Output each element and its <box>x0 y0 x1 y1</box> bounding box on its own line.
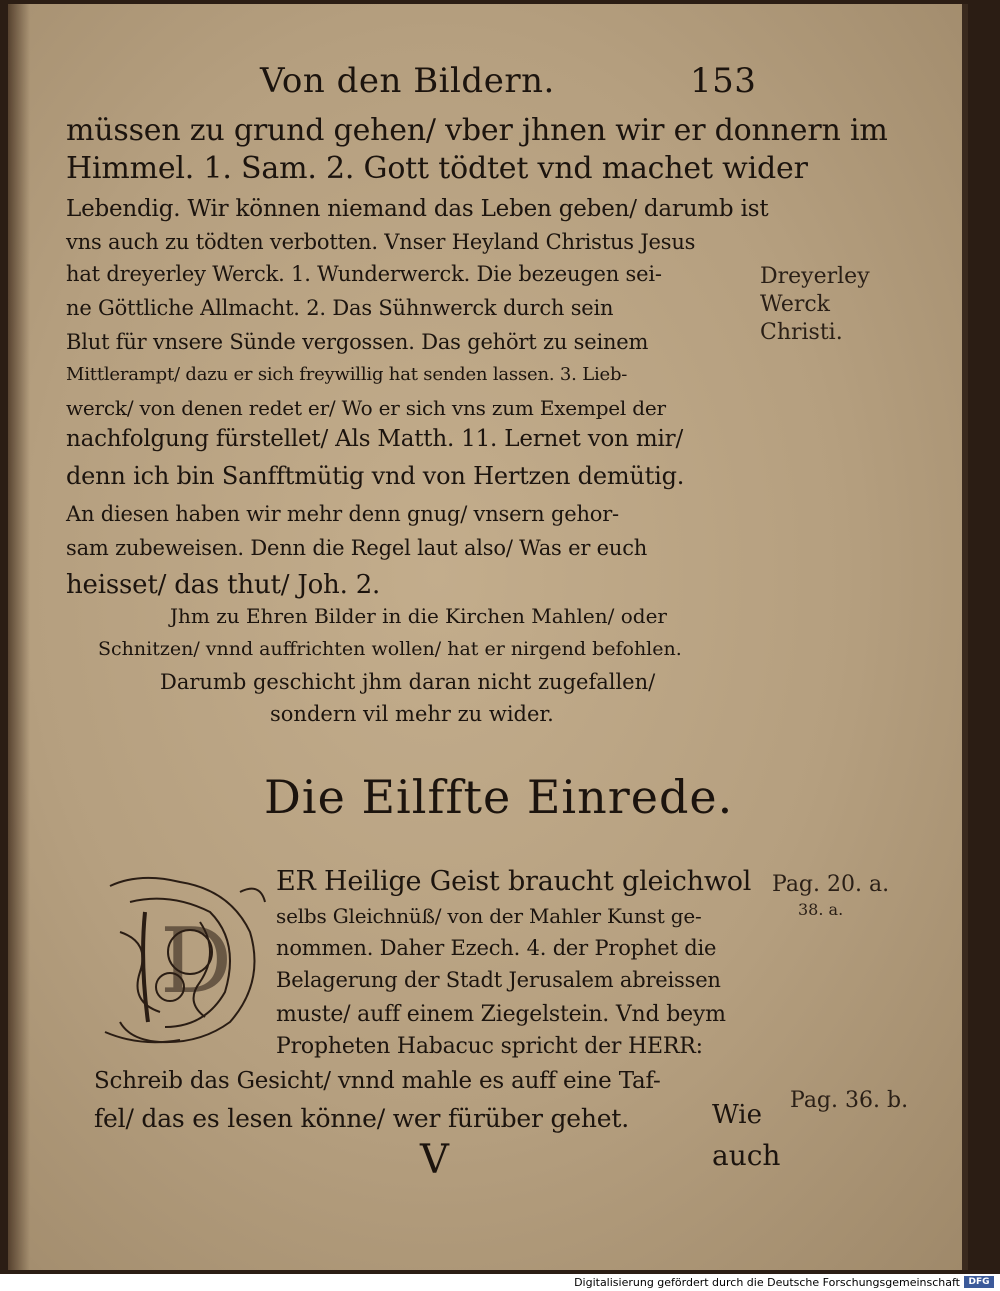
margin-note-line: Werck <box>760 292 831 317</box>
text-line: hat dreyerley Werck. 1. Wunderwerck. Die bezeugen sei- <box>66 262 662 286</box>
text-line: sam zubeweisen. Denn die Regel laut also/ Was er euch <box>66 536 648 560</box>
page-gutter-shadow <box>8 4 30 1270</box>
text-line: nachfolgung fürstellet/ Als Matth. 11. Lernet von mir/ <box>66 426 684 452</box>
text-line: Blut für vnsere Sünde vergossen. Das gehört zu seinem <box>66 330 649 354</box>
text-line: fel/ das es lesen könne/ wer fürüber gehet. <box>94 1104 629 1133</box>
text-line: nommen. Daher Ezech. 4. der Prophet die <box>276 936 717 960</box>
footer-bar <box>0 1274 1000 1291</box>
text-line: An diesen haben wir mehr denn gnug/ vnsern gehor- <box>66 502 619 526</box>
catchword: Wie <box>712 1100 762 1130</box>
text-line: müssen zu grund gehen/ vber jhnen wir er donnern im <box>66 113 888 148</box>
book-page <box>8 4 968 1270</box>
margin-note-line: Pag. 20. a. <box>772 872 890 897</box>
text-line: Darumb geschicht jhm daran nicht zugefallen/ <box>160 670 656 694</box>
catchword: auch <box>712 1139 781 1172</box>
running-title: Von den Bildern. <box>260 61 555 101</box>
signature-mark: V <box>420 1137 449 1183</box>
text-line: Schreib das Gesicht/ vnnd mahle es auff eine Taf- <box>94 1068 661 1094</box>
margin-note-line: 38. a. <box>798 900 844 919</box>
margin-note-line: Dreyerley <box>760 264 870 289</box>
text-line: Belagerung der Stadt Jerusalem abreissen <box>276 968 721 992</box>
text-line: sondern vil mehr zu wider. <box>270 702 554 726</box>
text-line: Lebendig. Wir können niemand das Leben geben/ darumb ist <box>66 196 769 222</box>
text-line: heisset/ das thut/ Joh. 2. <box>66 570 381 600</box>
margin-note-line: Christi. <box>760 320 843 345</box>
text-line: muste/ auff einem Ziegelstein. Vnd beym <box>276 1002 726 1027</box>
text-line: denn ich bin Sanfftmütig vnd von Hertzen demütig. <box>66 462 685 490</box>
margin-note: Pag. 36. b. <box>790 1088 909 1113</box>
text-line: selbs Gleichnüß/ von der Mahler Kunst ge- <box>276 904 702 928</box>
section-title: Die Eilffte Einrede. <box>264 770 734 824</box>
text-line: Schnitzen/ vnnd auffrichten wollen/ hat er nirgend befohlen. <box>98 638 682 660</box>
funding-credit: Digitalisierung gefördert durch die Deutsche Forschungsgemeinschaft <box>574 1276 960 1289</box>
dfg-logo: DFG <box>964 1276 994 1288</box>
decorated-initial <box>100 872 270 1052</box>
text-line: vns auch zu tödten verbotten. Vnser Heyland Christus Jesus <box>66 230 696 254</box>
initial-letter: D <box>160 909 233 1014</box>
text-line: Jhm zu Ehren Bilder in die Kirchen Mahlen/ oder <box>170 604 667 628</box>
text-line: Propheten Habacuc spricht der HERR: <box>276 1034 703 1059</box>
text-line: ne Göttliche Allmacht. 2. Das Sühnwerck durch sein <box>66 296 614 320</box>
page-number: 153 <box>690 61 757 101</box>
text-line: ER Heilige Geist braucht gleichwol <box>276 866 752 897</box>
text-line: Himmel. 1. Sam. 2. Gott tödtet vnd machet wider <box>66 151 808 186</box>
text-line: werck/ von denen redet er/ Wo er sich vns zum Exempel der <box>66 396 666 420</box>
text-line: Mittlerampt/ dazu er sich freywillig hat senden lassen. 3. Lieb- <box>66 364 628 385</box>
